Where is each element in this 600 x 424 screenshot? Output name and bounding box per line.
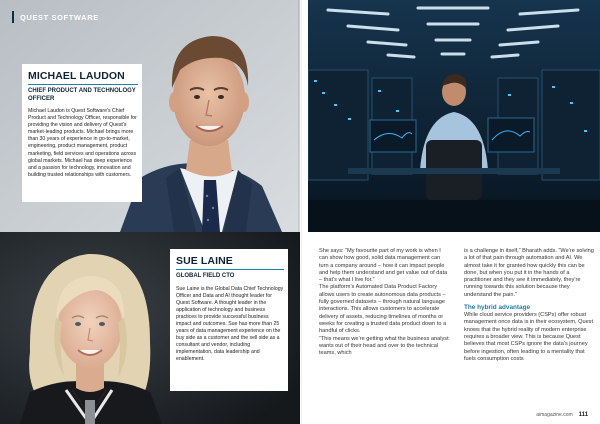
profile-card-michael-laudon <box>22 64 142 202</box>
page-footer <box>536 412 588 418</box>
article-column-2 <box>464 248 596 363</box>
profile-name: MICHAEL LAUDON <box>28 70 125 82</box>
profile-card-sue-laine <box>170 249 288 391</box>
profile-title: GLOBAL FIELD CTO <box>176 273 235 279</box>
page-gutter <box>298 0 302 424</box>
footer-site[interactable]: aimagazine.com <box>536 412 573 418</box>
article-subheading: The hybrid advantage <box>464 304 531 312</box>
article-paragraph: “This means we’re getting what the business analyst wants out of their head and over to the technical teams, which <box>319 335 449 357</box>
article-paragraph: She says: “My favourite part of my work is when I can show how good, solid data management can turn a company around – how it can impact people and help them understand and get value out of data – that’s what I live for.” <box>319 248 448 284</box>
page-number: 111 <box>578 412 588 418</box>
section-tag-label: QUEST SOFTWARE <box>20 12 99 22</box>
section-tag-bar <box>12 11 14 23</box>
data-center-photo <box>308 0 600 232</box>
right-page <box>300 0 600 424</box>
section-tag <box>12 11 99 23</box>
profile-name: SUE LAINE <box>176 255 233 267</box>
article-column-1 <box>319 248 451 357</box>
article-paragraph: While cloud service providers (CSPs) offer robust management once data is in their ecosystem, Quest knows that the hybrid reality of modern enterprise requires a broader view. This is because Quest believes that most CSPs ignore the data’s journey before ingestion, often leading to a mentality that fuels consumption costs <box>464 312 594 362</box>
profile-bio: Michael Laudon is Quest Software's Chief Product and Technology Officer, responsible for providing the vision and delivery of Quest's market-leading products. Michael brings more than 30 years of experience in go-to-market, engineering, product management, product marketing, field services and operations across global markets. Michael has deep experience and a passion for technology, innovation and building trusted relationships with customers. <box>28 108 137 178</box>
profile-title: CHIEF PRODUCT AND TECHNOLOGY OFFICER <box>28 88 136 102</box>
article-paragraph: is a challenge in itself,” Bharath adds. “We’re solving a lot of that pain through automation and AI. We almost take it for granted how quickly this can be done, but when you put it in the hands of a practitioner and they see it immediately, they’re running towards this solution because they understand the pain.” <box>464 248 594 298</box>
profile-divider <box>176 269 284 270</box>
profile-bio: Sue Laine is the Global Data Chief Technology Officer and Data and AI thought leader for Quest Software. A thought leader in the application of technology and business practices to provide successful business impact and outcomes. Sue has more than 25 years of data management experience on the buy side as a customer and the sell side as a consultant and vendor, including implementation, data leadership and enablement. <box>176 285 284 363</box>
profile-divider <box>28 84 138 85</box>
article-paragraph: The platform’s Automated Data Product Factory allows users to create autonomous data products – fully governed datasets – through natural language interactions. This allows customers to accelerate delivery of assets, reducing timelines of months or weeks for creating a trusted data product down to a handful of clicks. <box>319 284 447 335</box>
